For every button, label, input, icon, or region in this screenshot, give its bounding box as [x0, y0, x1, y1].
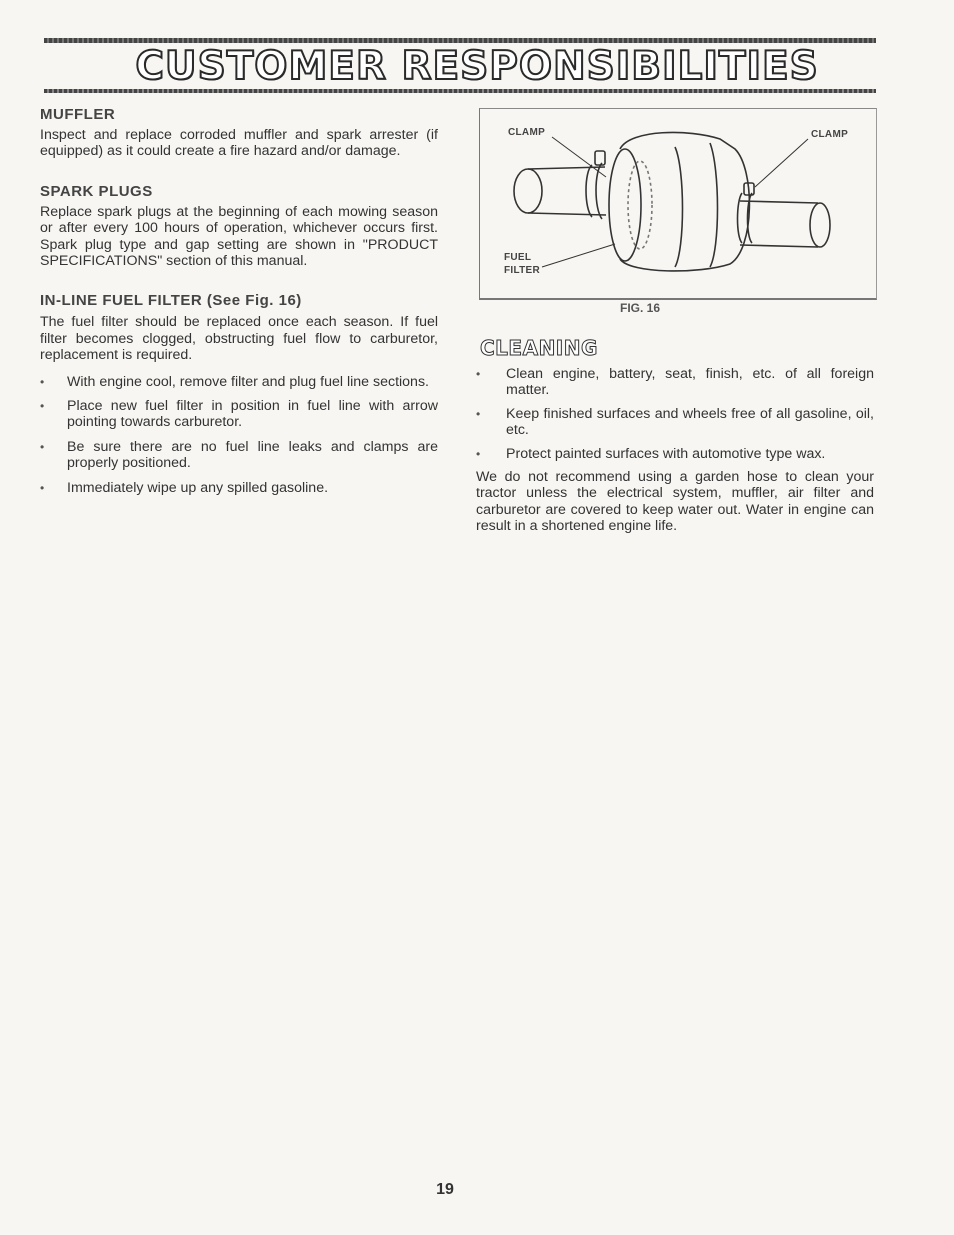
bullet-icon: • [40, 439, 45, 454]
fuel-filter-figure [479, 108, 877, 300]
figure-caption: FIG. 16 [620, 301, 661, 315]
spark-plugs-section [40, 183, 438, 270]
muffler-body: Inspect and replace corroded muffler and spark arrester (if equipped) as it could create a fire hazard and/or damage. [40, 127, 438, 160]
list-item: • Be sure there are no fuel line leaks and clamps are properly positioned. [40, 438, 438, 472]
clamp-left-label: CLAMP [508, 127, 546, 138]
cleaning-list [476, 366, 874, 462]
bullet-icon: • [40, 399, 45, 414]
cleaning-body: We do not recommend using a garden hose to clean your tractor unless the electrical system, muffler, air filter and carburetor are covered to keep water out. Water in engine can result in a shortened engine life. [476, 469, 874, 535]
page-number: 19 [436, 1181, 454, 1198]
list-item: • Immediately wipe up any spilled gasoline. [40, 479, 329, 496]
bullet-icon: • [40, 374, 45, 389]
list-item: • Clean engine, battery, seat, finish, etc. of all foreign matter. [476, 366, 874, 399]
fuel-filter-heading: IN-LINE FUEL FILTER (See Fig. 16) [40, 292, 302, 310]
bullet-icon: • [40, 480, 45, 495]
page-title: CUSTOMER RESPONSIBILITIES [135, 44, 819, 89]
muffler-section [40, 106, 438, 160]
list-item: • With engine cool, remove filter and plug fuel line sections. [40, 373, 429, 390]
list-item: • Place new fuel filter in position in fuel line with arrow pointing towards carburetor. [40, 398, 438, 431]
bullet-icon: • [476, 406, 481, 421]
header-rule-bottom [44, 89, 876, 93]
spark-plugs-heading: SPARK PLUGS [40, 182, 153, 200]
spark-plugs-body: Replace spark plugs at the beginning of each mowing season or after every 100 hours of operation, whichever occurs first. Spark plug type and gap setting are shown in "PRODUCT SPECIFICATIONS" section of this manual. [40, 203, 438, 270]
clamp-right-label: CLAMP [811, 129, 849, 140]
header-rule-top [44, 38, 876, 43]
list-item: • Protect painted surfaces with automotive type wax. [476, 445, 826, 462]
fuel-filter-steps [40, 374, 438, 496]
cleaning-heading: CLEANING [480, 336, 598, 360]
fuel-label: FUEL [504, 252, 532, 263]
filter-label: FILTER [504, 265, 541, 276]
list-item: • Keep finished surfaces and wheels free of all gasoline, oil, etc. [476, 405, 874, 439]
bullet-icon: • [476, 367, 481, 381]
bullet-icon: • [476, 446, 481, 461]
fuel-filter-body: The fuel filter should be replaced once each season. If fuel filter becomes clogged, obstructing fuel flow to carburetor, replacement is required. [40, 314, 438, 364]
right-column [476, 336, 874, 535]
fuel-filter-section [40, 292, 438, 496]
muffler-heading: MUFFLER [40, 106, 116, 123]
left-column [40, 106, 438, 504]
